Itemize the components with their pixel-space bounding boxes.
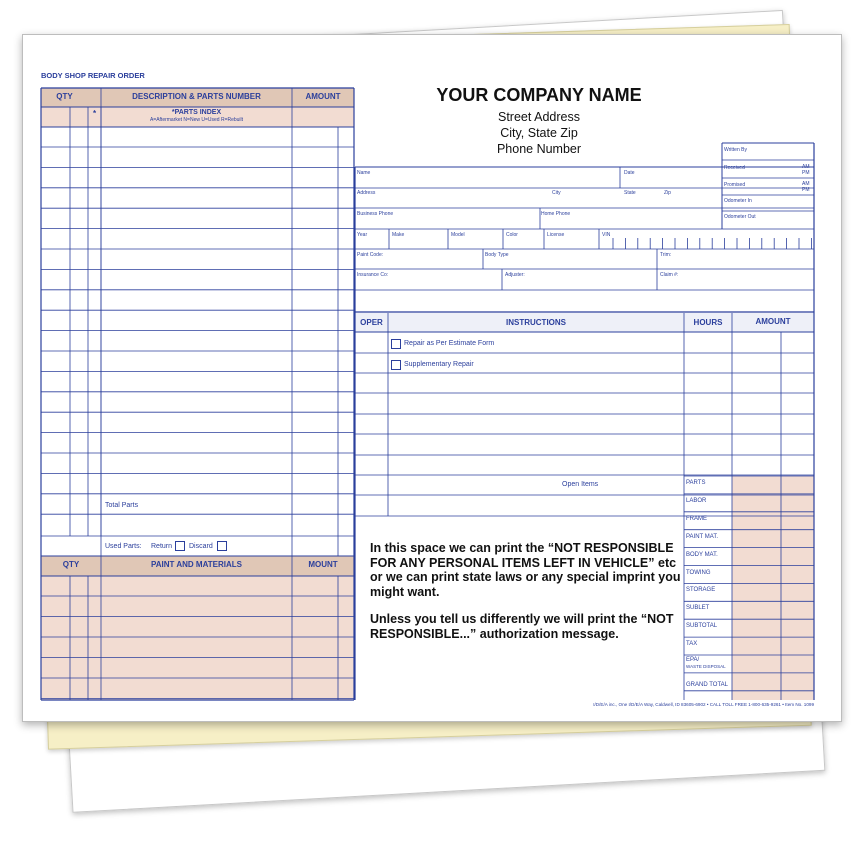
totals-label: TOWING xyxy=(686,569,711,576)
promised-am: AM xyxy=(802,181,810,187)
totals-label: SUBLET xyxy=(686,605,710,612)
totals-label: BODY MAT. xyxy=(686,551,718,558)
instructions-col-header: INSTRUCTIONS xyxy=(506,318,566,327)
grand-total-label: GRAND TOTAL xyxy=(686,682,729,688)
received-pm: PM xyxy=(802,170,810,176)
repair-estimate-checkbox[interactable] xyxy=(391,339,401,349)
supplementary-label: Supplementary Repair xyxy=(404,361,474,368)
parts-index-legend: A=Aftermarket N=New U=Used R=Rebuilt xyxy=(149,117,244,123)
received-am: AM xyxy=(802,164,810,170)
paint-code-label: Paint Code: xyxy=(357,252,384,258)
totals-label: PAINT MAT. xyxy=(686,533,719,540)
oper-col-header: OPER xyxy=(360,318,383,327)
used-parts-label: Used Parts: xyxy=(105,543,142,550)
imprint-message xyxy=(370,541,690,641)
odometer-out-label: Odometer Out xyxy=(724,214,756,220)
open-items-label: Open Items xyxy=(562,481,599,488)
discard-label: Discard xyxy=(189,543,213,550)
promised-pm: PM xyxy=(802,187,810,193)
parts-col-amount: AMOUNT xyxy=(305,92,341,101)
parts-index-star: * xyxy=(92,109,97,118)
odometer-in-label: Odometer In xyxy=(724,198,752,204)
paint-col-amount: MOUNT xyxy=(308,560,338,569)
trim-label: Trim: xyxy=(660,252,672,258)
totals-label: PARTS xyxy=(686,480,706,486)
received-label: Received xyxy=(724,165,745,171)
home-phone-label: Home Phone xyxy=(541,211,571,217)
totals-label: LABOR xyxy=(686,497,707,504)
company-phone: Phone Number xyxy=(496,142,582,156)
totals-label: SUBTOTAL xyxy=(686,623,718,630)
repair-estimate-label: Repair as Per Estimate Form xyxy=(404,340,495,347)
return-checkbox[interactable] xyxy=(175,541,185,551)
city-label: City xyxy=(552,190,561,196)
address-label: Address xyxy=(357,190,376,196)
date-label: Date xyxy=(624,170,635,176)
paint-col-qty: QTY xyxy=(62,560,80,569)
totals-label: STORAGE xyxy=(686,587,716,594)
totals-label: TAX xyxy=(686,641,698,648)
color-label: Color xyxy=(506,232,518,238)
form-footer: I/D/E/A inc., One I/D/E/A Way, Caldwell, ID 83605-6902 • CALL TOLL FREE 1-800-635-9261 • Item No. 1099 xyxy=(593,702,814,707)
insurance-co-label: Insurance Co: xyxy=(357,272,389,278)
zip-label: Zip xyxy=(664,190,671,196)
name-label: Name xyxy=(357,170,371,176)
total-parts-label: Total Parts xyxy=(105,502,139,509)
business-phone-label: Business Phone xyxy=(357,211,394,217)
model-label: Model xyxy=(451,232,465,238)
company-city: City, State Zip xyxy=(500,126,578,140)
claim-label: Claim #: xyxy=(660,272,679,278)
paint-col-materials: PAINT AND MATERIALS xyxy=(151,560,242,569)
imprint-message-2: Unless you tell us differently we will print the “NOT RESPONSIBLE...” authorization message. xyxy=(370,612,674,641)
totals-label: FRAME xyxy=(686,515,707,522)
discard-checkbox[interactable] xyxy=(217,541,227,551)
waste-disposal-label: WASTE DISPOSAL xyxy=(686,664,726,669)
written-by-label: Written By xyxy=(724,147,747,153)
make-label: Make xyxy=(392,232,405,238)
promised-label: Promised xyxy=(724,182,746,188)
parts-col-description: DESCRIPTION & PARTS NUMBER xyxy=(132,92,261,101)
return-label: Return xyxy=(151,543,173,550)
amount-col-header: AMOUNT xyxy=(755,317,791,326)
parts-index-title: *PARTS INDEX xyxy=(171,109,222,116)
year-label: Year xyxy=(357,232,368,238)
state-label: State xyxy=(624,190,636,196)
form-title: BODY SHOP REPAIR ORDER xyxy=(41,71,145,80)
vin-label: VIN xyxy=(602,232,611,238)
company-name: YOUR COMPANY NAME xyxy=(436,85,642,105)
company-street: Street Address xyxy=(498,110,580,124)
totals-amount-fill xyxy=(732,476,814,700)
body-type-label: Body Type xyxy=(485,252,509,258)
adjuster-label: Adjuster: xyxy=(505,272,525,278)
hours-col-header: HOURS xyxy=(693,318,723,327)
parts-col-qty: QTY xyxy=(56,92,73,101)
imprint-message-1: In this space we can print the “NOT RESPONSIBLE FOR ANY PERSONAL ITEMS LEFT IN VEHICLE” etc or we can print state laws or any special imprint you might want. xyxy=(370,541,681,599)
supplementary-checkbox[interactable] xyxy=(391,360,401,370)
license-label: License xyxy=(547,232,565,238)
epa-label: EPA/ xyxy=(686,657,700,663)
